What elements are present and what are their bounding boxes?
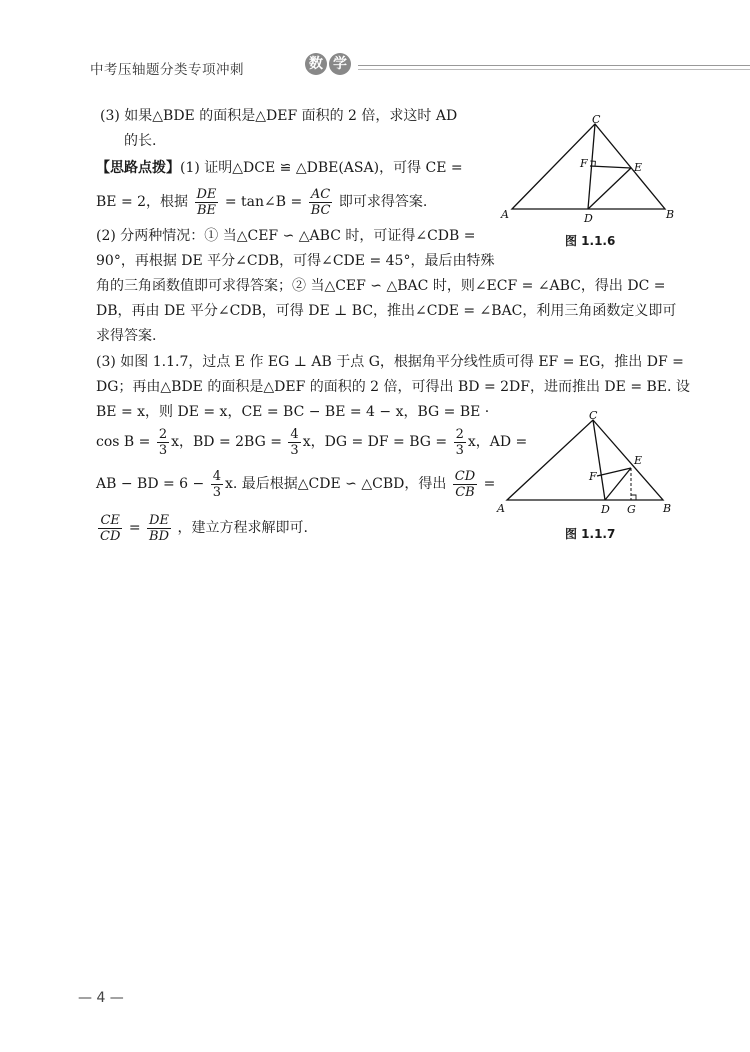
text: x. 最后根据△CDE ∽ △CBD，得出 — [225, 476, 447, 492]
page-number: — 4 — — [78, 990, 124, 1006]
text: ，建立方程求解即可. — [177, 520, 308, 536]
text: x，AD = — [467, 434, 528, 450]
hint-p1-line1: (1) 证明△DCE ≌ △DBE(ASA)，可得 CE = — [180, 160, 463, 176]
frac-den: 3 — [158, 442, 168, 458]
problem-3-line-2: 的长. — [124, 133, 157, 149]
hint-p3-line-3: BE = x，则 DE = x，CE = BC − BE = 4 − x，BG = BE · — [96, 404, 490, 420]
label-c: C — [589, 409, 598, 422]
hint-p3-line-1: (3) 如图 1.1.7，过点 E 作 EG ⊥ AB 于点 G，根据角平分线性质可得 EF = EG，推出 DF = — [96, 354, 684, 370]
right-angle-mark — [631, 495, 636, 500]
subject-char-2: 学 — [329, 53, 351, 75]
hint-line-1 — [96, 158, 463, 178]
hint-p3-line-6 — [96, 510, 308, 546]
frac-num: DE — [196, 186, 217, 202]
text: = — [128, 520, 141, 536]
hint-line-2 — [96, 184, 427, 220]
frac-num: 4 — [212, 468, 221, 484]
fraction-2-3 — [157, 427, 169, 458]
frac-num: CD — [454, 468, 476, 484]
hint-p3-line-4 — [96, 424, 527, 460]
label-a: A — [497, 502, 505, 515]
problem-3-line-1: (3) 如果△BDE 的面积是△DEF 面积的 2 倍，求这时 AD — [100, 108, 458, 124]
hint-label: 【思路点拨】 — [96, 160, 180, 176]
label-c: C — [592, 113, 601, 126]
header-rule — [358, 65, 750, 66]
frac-den: 3 — [455, 442, 464, 458]
fraction-cd-cb — [453, 469, 477, 500]
hint-p1-text-c: 即可求得答案. — [338, 194, 428, 210]
frac-num: 4 — [290, 426, 299, 442]
fraction-2-3 — [454, 427, 466, 458]
hint-p3-line-5 — [96, 466, 495, 502]
frac-den: 3 — [290, 442, 299, 458]
subject-badge — [305, 53, 353, 79]
fraction-de-be — [195, 187, 219, 218]
fraction-de-bd — [147, 513, 171, 544]
figure-1-1-6-caption: 图 1.1.6 — [565, 234, 616, 248]
text: AB − BD = 6 − — [96, 476, 205, 492]
fraction-4-3 — [211, 469, 223, 500]
hint-p2-line-1: (2) 分两种情况：① 当△CEF ∽ △ABC 时，可证得∠CDB = — [96, 228, 476, 244]
header-rule-thin — [358, 69, 750, 70]
label-f: F — [589, 470, 597, 483]
frac-num: 2 — [158, 426, 168, 442]
label-e: E — [634, 454, 643, 467]
fraction-ac-bc — [309, 187, 333, 218]
label-f: F — [580, 157, 588, 170]
frac-den: BD — [149, 528, 169, 544]
hint-p1-text-b: = tan∠B = — [224, 194, 303, 210]
figure-1-1-7 — [495, 408, 685, 518]
hint-p1-text-a: BE = 2，根据 — [96, 194, 189, 210]
fraction-ce-cd — [98, 513, 122, 544]
frac-num: 2 — [455, 426, 464, 442]
frac-den: CD — [100, 528, 121, 544]
frac-den: BE — [196, 202, 216, 218]
hint-p2-line-5: 求得答案. — [96, 328, 157, 344]
book-title: 中考压轴题分类专项冲刺 — [90, 62, 244, 78]
hint-p2-line-4: DB，再由 DE 平分∠CDB，可得 DE ⊥ BC，推出∠CDE = ∠BAC，利用三角函数定义即可 — [96, 303, 677, 319]
text: x，DG = DF = BG = — [302, 434, 448, 450]
hint-p2-line-3: 角的三角函数值即可求得答案；② 当△CEF ∽ △BAC 时，则∠ECF = ∠ABC，得出 DC = — [96, 278, 666, 294]
subject-char-1: 数 — [305, 53, 327, 75]
frac-num: DE — [147, 513, 171, 529]
frac-num: AC — [309, 187, 333, 203]
running-header — [90, 52, 750, 82]
label-a: A — [501, 208, 509, 221]
text: = — [483, 476, 496, 492]
segment-de — [588, 168, 631, 209]
hint-p2-line-2: 90°，再根据 DE 平分∠CDB，可得∠CDE = 45°，最后由特殊 — [96, 253, 495, 269]
label-g: G — [627, 503, 636, 516]
hint-p3-line-2: DG；再由△BDE 的面积是△DEF 的面积的 2 倍，可得出 BD = 2DF，进而推出 DE = BE. 设 — [96, 379, 690, 395]
frac-den: BC — [310, 202, 331, 218]
figure-1-1-7-caption: 图 1.1.7 — [565, 527, 616, 541]
label-d: D — [601, 503, 610, 516]
frac-den: CB — [455, 484, 475, 500]
segment-fe — [590, 166, 631, 168]
label-d: D — [584, 212, 593, 225]
label-e: E — [634, 161, 643, 174]
text: x，BD = 2BG = — [171, 434, 282, 450]
label-b: B — [663, 502, 672, 515]
figure-1-1-6 — [495, 112, 685, 227]
frac-num: CE — [98, 513, 122, 529]
fraction-4-3 — [288, 427, 300, 458]
frac-den: 3 — [212, 484, 221, 500]
label-b: B — [666, 208, 675, 221]
text: cos B = — [96, 434, 151, 450]
